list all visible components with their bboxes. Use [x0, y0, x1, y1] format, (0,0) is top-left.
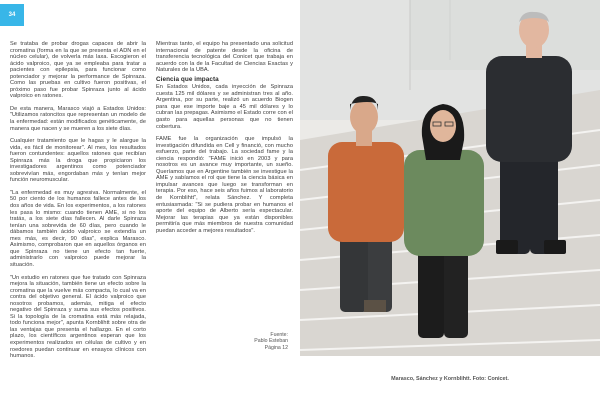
paragraph: Se trataba de probar drogas capaces de abrir la cromatina (forma en la que se presenta el ADN en el núcleo celular), de volverla más laxa. Escogieron el ácido valproico, que ya se empleaba para tratar a pacientes con epilepsia, para funcionar como potenciador y mejorar la performance de Spinraza. Como las pruebas en cultivo fueron positivas, el próximo paso fue probar Spinraza junto al ácido valproico en ratones.	[10, 41, 146, 100]
paragraph: FAME fue la organización que impulsó la investigación difundida en Cell y financió, con mucho esfuerzo, parte del trabajo. La sociedad fame y la ciencia respondió: "FAME inició en 2003 y para nosotros es un avance muy importante, un sueño. Queríamos que en Argentine también se investigue la AME y sabíamos el rol que tiene la ciencia básica en impulsar avances que luego se transforman en terapia. Por eso, hace seis años fuimos al laboratorio de Kornblihtt", relata Sánchez. Y completa entusiasmada: "Si se pudiera probar en humanos el aporte del equipo de Alberto sería espectacular. Mejorar las terapias que ya están disponibles permitiría que más miembros de nuestra comunidad puedan acceder a mejores resultados".	[156, 136, 293, 234]
photo-caption: Marasco, Sánchez y Kornblihtt. Foto: Conicet.	[391, 376, 509, 382]
source-label: Fuente:	[270, 332, 288, 338]
source-credit	[222, 332, 288, 351]
paragraph: Cualquier tratamiento que le hagas y le alargue la vida, es fácil de monitorear". Al mes, los resultados fueron contundentes: aquellos ratones que recibían Spinraza más la droga que propiciaron los investigadores argentinos como potenciador sobrevivían más, engordaban más y tenían mejor función neuromuscular.	[10, 138, 146, 184]
paragraph: De esta manera, Marasco viajó a Estados Unidos: "Utilizamos ratoncitos que representan un modelo de la enfermedad: están modificados genéticamente, de manera que nacen y se mueren a los siete días.	[10, 105, 146, 132]
page-number-badge: 34	[0, 4, 24, 26]
team-photo-illustration	[300, 0, 600, 356]
article-column-1	[10, 41, 146, 366]
paragraph: Mientras tanto, el equipo ha presentado una solicitud internacional de patente desde la oficina de transferencia tecnológica del Conicet que trabaja en acuerdo con la de la Facultad de Ciencias Exactas y Naturales de la UBA.	[156, 41, 293, 74]
article-column-2	[156, 41, 293, 240]
paragraph: "Un estudio en ratones que fue tratado con Spinraza mejora la situación, también tiene un efecto sobre la cromatina que la vuelve más compacta, lo cual va en contra del objetivo general. El ácido valproico que nosotros probamos, además, mitiga el efecto negativo del Spinraza y suma sus efectos positivos. Si la topología de la cromatina está más relajada, todo funciona mejor", apunta Kornblihtt sobre otra de las ventajas que presenta el hallazgo. En el corto plazo, los científicos argentinos esperan que los experimentos realizados en células de cultivo y en roedores puedan continuar en ensayos clínicos con humanos.	[10, 274, 146, 360]
team-photo	[300, 0, 600, 356]
section-heading: Ciencia que impacta	[156, 75, 219, 83]
source-page: Página 12	[264, 344, 288, 351]
paragraph: "La enfermedad es muy agresiva. Normalmente, el 50 por ciento de los humanos fallece antes de los dos años de vida. En los experimentos, a los ratones les pasa lo mismo: cuando tienen AME, si no los tratás, a los siete días fallecen. Al darle Spinraza tenían una sobrevida de 60 días, pero cuando le dábamos también ácido valproico se extendía un mes más, es decir, 90 días", explica Marasco. Asimismo, comprobaron que en aquellos órganos en que Spinraza no tiene un efecto tan fuerte, administrarlo con valproico puede mejorar la situación.	[10, 189, 146, 268]
paragraph: En Estados Unidos, cada inyección de Spinraza cuesta 125 mil dólares y se administran tres al año. Argentina, por su parte, realizó un acuerdo Biogen para que ese importe baje a 45 mil dólares y lo cubran las prepagas. Asimismo el Estado corre con el gasto para aquellas personas que no tienen cobertura.	[156, 84, 293, 130]
source-author: Pablo Esteban	[254, 338, 288, 345]
